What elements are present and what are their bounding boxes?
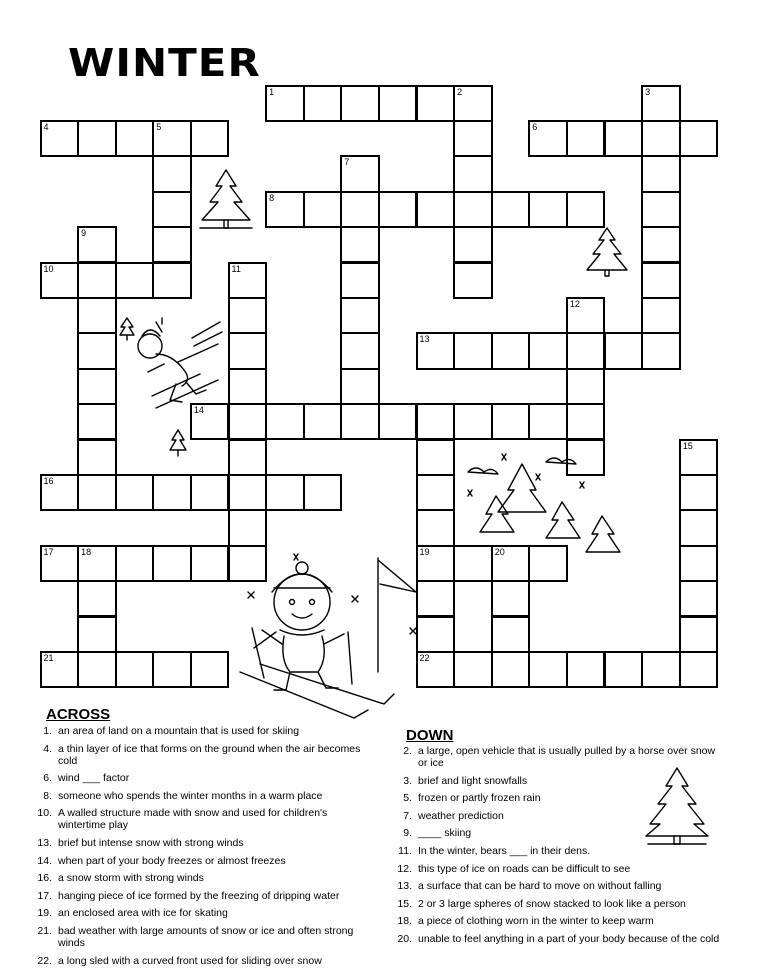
grid-cell[interactable]	[340, 226, 380, 263]
grid-cell[interactable]	[528, 332, 568, 369]
clue-text: frozen or partly frozen rain	[418, 792, 541, 805]
grid-cell[interactable]	[340, 262, 380, 299]
grid-cell[interactable]	[77, 332, 117, 369]
grid-cell[interactable]	[115, 262, 155, 299]
across-clue	[30, 925, 370, 949]
grid-cell[interactable]	[40, 474, 80, 511]
clue-text: weather prediction	[418, 809, 504, 822]
grid-cell[interactable]	[566, 120, 606, 157]
across-clue	[30, 955, 370, 967]
grid-cell[interactable]	[40, 651, 80, 688]
clue-num: 3.	[403, 774, 412, 787]
grid-cell[interactable]	[416, 332, 456, 369]
grid-cell[interactable]	[416, 509, 456, 546]
clue-number: 16	[43, 475, 54, 486]
grid-cell[interactable]	[679, 616, 719, 653]
down-clue	[390, 863, 726, 875]
grid-cell[interactable]	[303, 474, 343, 511]
grid-cell[interactable]	[152, 120, 192, 157]
clue-number: 15	[682, 440, 693, 451]
clue-num: 15.	[397, 897, 412, 910]
grid-cell[interactable]	[453, 332, 493, 369]
grid-cell[interactable]	[228, 368, 268, 405]
grid-cell[interactable]	[566, 297, 606, 334]
grid-cell[interactable]	[528, 191, 568, 228]
clue-num: 11.	[398, 844, 412, 857]
clue-num: 19.	[37, 907, 52, 920]
grid-cell[interactable]	[416, 191, 456, 228]
grid-cell[interactable]	[566, 191, 606, 228]
grid-cell[interactable]	[228, 262, 268, 299]
down-clue	[390, 915, 726, 927]
grid-cell[interactable]	[378, 403, 418, 440]
grid-cell[interactable]	[228, 332, 268, 369]
down-clue	[390, 845, 726, 857]
grid-cell[interactable]	[115, 120, 155, 157]
clue-text: a thin layer of ice that forms on the ground when the air becomes cold	[58, 742, 361, 767]
clue-number: 6	[532, 121, 538, 132]
clue-num: 2.	[403, 745, 412, 757]
grid-cell[interactable]	[491, 403, 531, 440]
clue-text: brief and light snowfalls	[418, 774, 528, 787]
clue-text: 2 or 3 large spheres of snow stacked to look like a person	[418, 897, 686, 910]
grid-cell[interactable]	[303, 85, 343, 122]
clue-number: 18	[81, 546, 92, 557]
down-clue	[390, 898, 726, 910]
clue-number: 22	[419, 652, 430, 663]
clue-text: brief but intense snow with strong winds	[58, 836, 244, 849]
down-clue	[390, 827, 726, 839]
clue-number: 3	[645, 86, 651, 97]
clue-text: hanging piece of ice formed by the freezing of dripping water	[58, 889, 340, 902]
clue-num: 7.	[403, 809, 412, 822]
grid-cell[interactable]	[416, 403, 456, 440]
clue-text: a piece of clothing worn in the winter to keep warm	[418, 915, 654, 928]
grid-cell[interactable]	[77, 403, 117, 440]
pine-tree-icon	[583, 226, 631, 280]
clue-text: an enclosed area with ice for skating	[58, 907, 228, 920]
clue-number: 14	[193, 405, 204, 416]
grid-cell[interactable]	[265, 474, 305, 511]
skier-boy-icon	[122, 304, 226, 416]
grid-cell[interactable]	[228, 297, 268, 334]
clue-num: 17.	[37, 889, 52, 902]
across-heading: ACROSS	[46, 706, 111, 723]
grid-cell[interactable]	[152, 262, 192, 299]
grid-cell[interactable]	[303, 403, 343, 440]
across-clue	[30, 907, 370, 919]
grid-cell[interactable]	[453, 651, 493, 688]
clue-number: 17	[43, 546, 54, 557]
grid-cell[interactable]	[77, 262, 117, 299]
grid-cell[interactable]	[228, 509, 268, 546]
across-clue	[30, 790, 370, 802]
snowy-trees-icon	[462, 450, 632, 570]
across-clue-list	[30, 725, 370, 972]
clue-text: when part of your body freezes or almost freezes	[58, 854, 286, 867]
clue-num: 8.	[43, 789, 52, 802]
grid-cell[interactable]	[152, 651, 192, 688]
clue-num: 5.	[403, 792, 412, 805]
grid-cell[interactable]	[152, 155, 192, 192]
grid-cell[interactable]	[641, 226, 681, 263]
grid-cell[interactable]	[77, 120, 117, 157]
grid-cell[interactable]	[416, 85, 456, 122]
grid-cell[interactable]	[265, 403, 305, 440]
grid-cell[interactable]	[528, 651, 568, 688]
across-clue	[30, 743, 370, 767]
clue-text: this type of ice on roads can be difficult to see	[418, 862, 631, 875]
grid-cell[interactable]	[340, 85, 380, 122]
grid-cell[interactable]	[604, 651, 644, 688]
grid-cell[interactable]	[340, 297, 380, 334]
grid-cell[interactable]	[491, 332, 531, 369]
down-clue	[390, 933, 726, 945]
grid-cell[interactable]	[228, 474, 268, 511]
grid-cell[interactable]	[190, 651, 230, 688]
down-clue-list	[390, 745, 726, 951]
grid-cell[interactable]	[679, 120, 719, 157]
grid-cell[interactable]	[641, 155, 681, 192]
clue-num: 20.	[397, 932, 412, 945]
grid-cell[interactable]	[190, 120, 230, 157]
down-heading: DOWN	[406, 727, 454, 744]
clue-number: 7	[344, 157, 350, 168]
grid-cell[interactable]	[491, 191, 531, 228]
clue-number: 13	[419, 334, 430, 345]
clue-text: a long sled with a curved front used for sliding over snow	[58, 954, 322, 967]
clue-text: ____ skiing	[418, 827, 472, 840]
grid-cell[interactable]	[228, 439, 268, 476]
grid-cell[interactable]	[491, 651, 531, 688]
grid-cell[interactable]	[641, 191, 681, 228]
grid-cell[interactable]	[340, 368, 380, 405]
clue-num: 16.	[37, 872, 52, 885]
grid-cell[interactable]	[679, 474, 719, 511]
grid-cell[interactable]	[77, 545, 117, 582]
grid-cell[interactable]	[340, 332, 380, 369]
across-clue	[30, 725, 370, 737]
grid-cell[interactable]	[115, 474, 155, 511]
grid-cell[interactable]	[40, 120, 80, 157]
grid-cell[interactable]	[77, 226, 117, 263]
grid-cell[interactable]	[641, 297, 681, 334]
clue-text: a snow storm with strong winds	[58, 872, 204, 885]
grid-cell[interactable]	[340, 155, 380, 192]
pine-tree-icon	[198, 168, 254, 232]
clue-num: 6.	[43, 772, 52, 785]
grid-cell[interactable]	[604, 332, 644, 369]
grid-cell[interactable]	[491, 616, 531, 653]
grid-cell[interactable]	[115, 651, 155, 688]
grid-cell[interactable]	[453, 403, 493, 440]
grid-cell[interactable]	[416, 439, 456, 476]
grid-cell[interactable]	[528, 403, 568, 440]
grid-cell[interactable]	[679, 651, 719, 688]
grid-cell[interactable]	[566, 403, 606, 440]
grid-cell[interactable]	[40, 262, 80, 299]
clue-number: 9	[81, 228, 87, 239]
clue-num: 1.	[43, 725, 52, 737]
grid-cell[interactable]	[340, 191, 380, 228]
clue-num: 9.	[403, 827, 412, 840]
clue-text: wind ___ factor	[58, 772, 130, 785]
grid-cell[interactable]	[228, 403, 268, 440]
grid-cell[interactable]	[566, 332, 606, 369]
grid-cell[interactable]	[641, 332, 681, 369]
grid-cell[interactable]	[152, 191, 192, 228]
clue-number: 10	[43, 263, 54, 274]
grid-cell[interactable]	[378, 85, 418, 122]
grid-cell[interactable]	[641, 651, 681, 688]
grid-cell[interactable]	[641, 85, 681, 122]
across-clue	[30, 772, 370, 784]
clue-number: 12	[569, 298, 580, 309]
grid-cell[interactable]	[491, 580, 531, 617]
clue-number: 8	[269, 192, 275, 203]
clue-number: 1	[269, 86, 275, 97]
grid-cell[interactable]	[77, 616, 117, 653]
grid-cell[interactable]	[679, 439, 719, 476]
grid-cell[interactable]	[641, 120, 681, 157]
grid-cell[interactable]	[77, 474, 117, 511]
grid-cell[interactable]	[115, 545, 155, 582]
puzzle-title: WINTER	[68, 39, 261, 86]
clue-num: 18.	[397, 915, 412, 928]
grid-cell[interactable]	[453, 262, 493, 299]
grid-cell[interactable]	[340, 403, 380, 440]
grid-cell[interactable]	[190, 474, 230, 511]
grid-cell[interactable]	[453, 191, 493, 228]
clue-num: 4.	[43, 742, 52, 755]
grid-cell[interactable]	[190, 545, 230, 582]
grid-cell[interactable]	[152, 226, 192, 263]
grid-cell[interactable]	[303, 191, 343, 228]
down-clue	[390, 792, 726, 804]
pine-tree-icon	[168, 428, 188, 458]
grid-cell[interactable]	[265, 191, 305, 228]
clue-text: In the winter, bears ___ in their dens.	[418, 844, 591, 857]
down-clue	[390, 880, 726, 892]
grid-cell[interactable]	[416, 474, 456, 511]
grid-cell[interactable]	[641, 262, 681, 299]
across-clue	[30, 855, 370, 867]
grid-cell[interactable]	[679, 509, 719, 546]
clue-text: an area of land on a mountain that is used for skiing	[58, 725, 300, 737]
grid-cell[interactable]	[604, 120, 644, 157]
grid-cell[interactable]	[152, 545, 192, 582]
clue-number: 2	[457, 86, 463, 97]
grid-cell[interactable]	[566, 368, 606, 405]
across-clue	[30, 890, 370, 902]
down-clue	[390, 810, 726, 822]
grid-cell[interactable]	[77, 368, 117, 405]
clue-num: 22.	[37, 954, 52, 967]
grid-cell[interactable]	[566, 651, 606, 688]
clue-num: 21.	[37, 924, 52, 937]
down-clue	[390, 745, 726, 769]
clue-number: 21	[43, 652, 54, 663]
down-clue	[390, 775, 726, 787]
clue-num: 12.	[397, 862, 412, 875]
grid-cell[interactable]	[453, 85, 493, 122]
grid-cell[interactable]	[152, 474, 192, 511]
grid-cell[interactable]	[77, 580, 117, 617]
clue-num: 13.	[37, 836, 52, 849]
across-clue	[30, 807, 370, 831]
clue-number: 5	[156, 121, 162, 132]
grid-cell[interactable]	[77, 651, 117, 688]
ski-flag-icon	[370, 556, 422, 676]
clue-text: a surface that can be hard to move on without falling	[418, 880, 662, 893]
clue-number: 20	[494, 546, 505, 557]
clue-text: someone who spends the winter months in a warm place	[58, 789, 323, 802]
grid-cell[interactable]	[40, 545, 80, 582]
clue-num: 14.	[37, 854, 52, 867]
clue-number: 19	[419, 546, 430, 557]
grid-cell[interactable]	[265, 85, 305, 122]
across-clue	[30, 837, 370, 849]
grid-cell[interactable]	[77, 297, 117, 334]
grid-cell[interactable]	[679, 545, 719, 582]
grid-cell[interactable]	[453, 226, 493, 263]
clue-text: a large, open vehicle that is usually pulled by a horse over snow or ice	[418, 745, 716, 769]
grid-cell[interactable]	[378, 191, 418, 228]
grid-cell[interactable]	[528, 120, 568, 157]
clue-text: A walled structure made with snow and used for children's wintertime play	[58, 807, 328, 832]
clue-number: 11	[231, 263, 241, 274]
clue-num: 10.	[37, 807, 52, 820]
grid-cell[interactable]	[679, 580, 719, 617]
clue-num: 13.	[397, 880, 412, 893]
clue-text: bad weather with large amounts of snow or ice and often strong winds	[58, 924, 354, 949]
clue-number: 4	[43, 121, 49, 132]
clue-text: unable to feel anything in a part of your body because of the cold	[418, 932, 720, 945]
grid-cell[interactable]	[453, 120, 493, 157]
grid-cell[interactable]	[77, 439, 117, 476]
across-clue	[30, 872, 370, 884]
grid-cell[interactable]	[453, 155, 493, 192]
